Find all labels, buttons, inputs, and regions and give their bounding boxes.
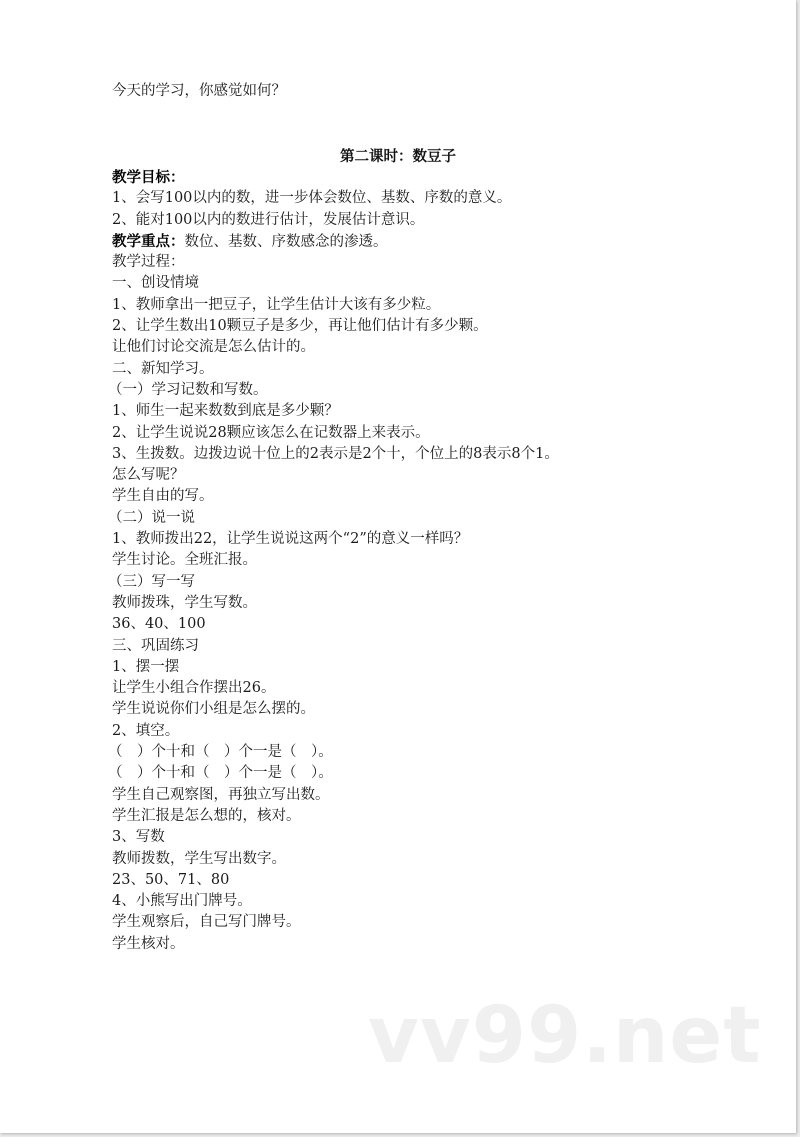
- section-label: 教学目标：: [112, 169, 185, 186]
- line-text: 36、40、100: [112, 616, 206, 633]
- text-line: [112, 401, 732, 422]
- text-line: [112, 337, 732, 358]
- line-text: 1、会写100以内的数，进一步体会数位、基数、序数的意义。: [112, 190, 512, 207]
- lesson-title: 第二课时：数豆子: [340, 148, 456, 165]
- text-line: [112, 636, 732, 657]
- line-text: 学生观察后，自己写门牌号。: [112, 914, 301, 931]
- line-text: 教师拨数，学生写出数字。: [112, 850, 286, 867]
- line-text: 学生自己观察图，再独立写出数。: [112, 786, 330, 803]
- line-text: 教师拨珠，学生写数。: [112, 594, 257, 611]
- line-text: 1、教师拨出22，让学生说说这两个“2”的意义一样吗？: [112, 531, 469, 548]
- text-line: [112, 529, 732, 550]
- text-line: [112, 423, 732, 444]
- line-text: 一、创设情境: [112, 275, 199, 292]
- text-line: [108, 572, 732, 593]
- text-line: [112, 785, 732, 806]
- text-line: [112, 593, 732, 614]
- text-line: [112, 188, 732, 209]
- line-text: （ ）个十和（ ）个一是（ ）。: [108, 744, 333, 761]
- text-line: [112, 550, 732, 571]
- text-line: [112, 806, 732, 827]
- text-line: [112, 316, 732, 337]
- line-text: 让学生小组合作摆出26。: [112, 680, 276, 697]
- text-line: [112, 657, 732, 678]
- line-text: 三、巩固练习: [112, 637, 199, 654]
- text-line: [112, 231, 732, 252]
- text-line: [112, 273, 732, 294]
- text-line: [108, 380, 732, 401]
- text-line: [112, 444, 732, 465]
- intro-question: 今天的学习，你感觉如何？: [112, 83, 286, 99]
- line-text: （ ）个十和（ ）个一是（ ）。: [108, 765, 333, 782]
- text-line: [112, 210, 732, 231]
- text-line: [112, 934, 732, 955]
- line-text: 怎么写呢？: [112, 467, 185, 484]
- line-text: 学生自由的写。: [112, 488, 214, 505]
- text-line: [112, 295, 732, 316]
- text-line: [112, 721, 732, 742]
- text-line: [112, 167, 732, 188]
- line-text: 让他们讨论交流是怎么估计的。: [112, 339, 315, 356]
- text-line: [112, 699, 732, 720]
- line-text: 学生核对。: [112, 935, 185, 952]
- line-text: 二、新知学习。: [112, 360, 214, 377]
- line-text: （二）说一说: [108, 509, 195, 526]
- text-line: [112, 849, 732, 870]
- line-text: 学生讨论。全班汇报。: [112, 552, 257, 569]
- text-line: [112, 465, 732, 486]
- text-line: [108, 763, 732, 784]
- line-text: 23、50、71、80: [112, 871, 230, 888]
- text-line: [112, 252, 732, 273]
- line-text: （三）写一写: [108, 573, 195, 590]
- line-text: 4、小熊写出门牌号。: [112, 893, 252, 910]
- text-line: [112, 827, 732, 848]
- text-line: [112, 486, 732, 507]
- text-line: [112, 678, 732, 699]
- line-text: 学生说说你们小组是怎么摆的。: [112, 701, 315, 718]
- text-line: [112, 891, 732, 912]
- line-text: （一）学习记数和写数。: [108, 381, 268, 398]
- line-text: 2、能对100以内的数进行估计，发展估计意识。: [112, 211, 425, 228]
- watermark-logo: vv99.net: [368, 991, 762, 1081]
- line-text: 数位、基数、序数感念的渗透。: [184, 233, 388, 250]
- line-text: 1、师生一起来数数到底是多少颗？: [112, 403, 339, 420]
- line-text: 教学过程：: [112, 254, 185, 271]
- line-text: 2、让学生数出10颗豆子是多少，再让他们估计有多少颗。: [112, 318, 488, 335]
- text-line: [112, 912, 732, 933]
- line-text: 2、填空。: [112, 722, 180, 739]
- section-label: 教学重点：: [112, 232, 185, 250]
- text-line: [108, 508, 732, 529]
- line-text: 2、让学生说说28颗应该怎么在记数器上来表示。: [112, 424, 430, 441]
- line-text: 3、生拨数。边拨边说十位上的2表示是2个十，个位上的8表示8个1。: [112, 445, 559, 462]
- line-text: 3、写数: [112, 829, 165, 846]
- text-line: [112, 359, 732, 380]
- lesson-body: [108, 167, 732, 955]
- text-line: [112, 870, 732, 891]
- line-text: 学生汇报是怎么想的，核对。: [112, 807, 301, 824]
- line-text: 1、摆一摆: [112, 658, 180, 675]
- text-line: [112, 614, 732, 635]
- line-text: 1、教师拿出一把豆子，让学生估计大该有多少粒。: [112, 296, 441, 313]
- text-line: [108, 742, 732, 763]
